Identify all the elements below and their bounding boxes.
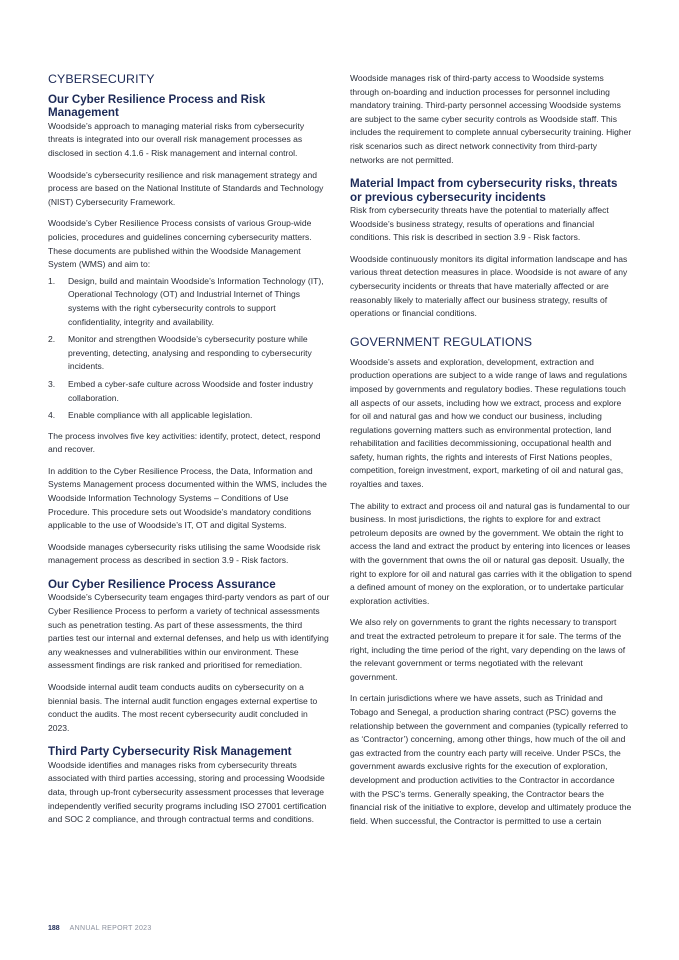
paragraph: The process involves five key activities: identify, protect, detect, respond and recover. — [48, 430, 321, 455]
list-item — [48, 333, 330, 374]
left-column — [48, 72, 330, 835]
paragraph: In addition to the Cyber Resilience Process, the Data, Information and Systems Management process documented within the WMS, includes the Woodside Information Technology Systems – Conditions of Use Procedure. This procedure sets out Woodside’s mandatory conditions applicable to the use of Woodside’s IT, OT and digital Systems. — [48, 465, 327, 531]
list-item — [48, 378, 330, 405]
paragraph: Woodside internal audit team conducts audits on cybersecurity on a biennial basis. The internal audit function engages external expertise to conduct the audits. The most recent cybersecurity audit concluded in 2023. — [48, 682, 318, 733]
list-number: 4. — [48, 410, 56, 421]
paragraph: Woodside’s assets and exploration, development, extraction and production operations are subject to a wide range of laws and regulations imposed by governments and regulatory bodies. These regulations touch all aspects of our assets, including how we extract, process and explore for oil and natural gas and how we conduct our business, including regulations governing matters such as environmental protection, land rehabilitation and facilities decommissioning, occupational health and safety, human rights, the rights and interests of First Nations peoples, competition, foreign investment, export, marketing of oil and natural gas, royalties and taxes. — [350, 356, 627, 490]
paragraph: Woodside’s Cybersecurity team engages third-party vendors as part of our Cyber Resilience Process to perform a variety of technical assessments such as penetration testing. As part of these assessments, the third parties test our internal and external defenses, and help us with identifying any weaknesses and vulnerabilities within our environment. These assessment findings are risk ranked and prioritised for remediation. — [48, 592, 330, 671]
list-text: Monitor and strengthen Woodside’s cybersecurity posture while preventing, detecting, analysing and responding to cybersecurity incidents. — [68, 334, 312, 372]
report-label: ANNUAL REPORT 2023 — [69, 925, 152, 932]
government-regulations-heading: GOVERNMENT REGULATIONS — [350, 334, 533, 349]
list-number: 1. — [48, 275, 56, 286]
list-item — [48, 409, 330, 423]
page-number: 188 — [48, 925, 60, 932]
list-number: 3. — [48, 378, 56, 389]
page-footer — [48, 924, 152, 934]
resilience-process-heading: Our Cyber Resilience Process and Risk Management — [48, 93, 266, 120]
paragraph: Woodside’s approach to managing material risks from cybersecurity threats is integrated into our overall risk management processes as disclosed in section 4.1.6 - Risk management and internal control. — [48, 120, 305, 158]
assurance-heading: Our Cyber Resilience Process Assurance — [48, 578, 276, 592]
paragraph: Woodside identifies and manages risks from cybersecurity threats associated with third parties accessing, storing and processing Woodside data, through up-front cybersecurity assessment processes that leverage independently verified security programs including ISO 27001 certification and SOC 2 compliance, and through contractual terms and conditions. — [48, 759, 327, 825]
cybersecurity-heading: CYBERSECURITY — [48, 72, 155, 86]
paragraph: Woodside’s cybersecurity resilience and risk management strategy and process are based on the National Institute of Standards and Technology (NIST) Cybersecurity Framework. — [48, 169, 324, 207]
third-party-risk-heading: Third Party Cybersecurity Risk Management — [48, 745, 292, 759]
list-item — [48, 275, 330, 329]
paragraph: We also rely on governments to grant the rights necessary to transport and treat the extracted petroleum to prepare it for sale. The terms of the right, including the time period of the right, vary depending on the laws of the relevant government or terms negotiated with the relevant government. — [350, 617, 626, 682]
list-number: 2. — [48, 334, 56, 345]
list-text: Design, build and maintain Woodside’s Information Technology (IT), Operational Technology (OT) and Industrial Internet of Things systems with the right cybersecurity controls to support confidentiality, integrity and availability. — [68, 275, 324, 327]
paragraph: Risk from cybersecurity threats have the potential to materially affect Woodside’s business strategy, results of operations and financial conditions. This risk is described in section 3.9 - Risk factors. — [350, 204, 609, 243]
paragraph: In certain jurisdictions where we have assets, such as Trinidad and Tobago and Senegal, a production sharing contract (PSC) governs the relationship between the government and companies (typically referred to as ‘Contractor’) concerning, among other things, how much of the oil and gas extracted from the country each party will receive. Under PSCs, the government awards exclusive rights for the execution of exploration, development and production activities to the Contractor in accordance with the PSC’s terms. Generally speaking, the Contractor bears the financial risk of the initiative to explore, develop and ultimately produce the field. When successful, the Contractor is permitted to use a certain — [350, 693, 632, 826]
paragraph: Woodside manages risk of third-party access to Woodside systems through on-boarding and induction processes for personnel including mandatory training. Third-party personnel accessing Woodside systems are subject to the same cyber security controls as Woodside staff. This includes the requirement to complete annual cybersecurity training. Higher risk scenarios such as direct network connectivity from third-party networks are not permitted. — [350, 73, 632, 165]
paragraph: Woodside manages cybersecurity risks utilising the same Woodside risk management process as described in section 3.9 - Risk factors. — [48, 541, 321, 566]
material-impact-heading: Material Impact from cybersecurity risks, threats or previous cybersecurity incidents — [350, 177, 618, 204]
paragraph: Woodside’s Cyber Resilience Process consists of various Group-wide policies, procedures and guidelines concerning cybersecurity matters. These documents are published within the Woodside Management System (WMS) and aim to: — [48, 218, 312, 270]
paragraph: The ability to extract and process oil and natural gas is fundamental to our business. In most jurisdictions, the rights to explore for and extract petroleum deposits are owned by the government. We obtain the right to access the land and extract the product by entering into licences or leases with the government that owns the oil or natural gas deposit. Usually, the right to explore for oil and natural gas carries with it the obligation to spend a defined amount of money on the exploration, or to undertake particular exploration activities. — [350, 500, 632, 606]
list-text: Enable compliance with all applicable legislation. — [68, 410, 253, 421]
right-column — [350, 72, 632, 836]
paragraph: Woodside continuously monitors its digital information landscape and has various threat detection measures in place. Woodside is not aware of any cybersecurity incidents or threats that have materially affected or are reasonably likely to materially affect our business strategy, results of operations or financial conditions. — [350, 253, 628, 319]
aims-list — [48, 275, 330, 423]
list-text: Embed a cyber-safe culture across Woodside and foster industry collaboration. — [68, 378, 313, 403]
